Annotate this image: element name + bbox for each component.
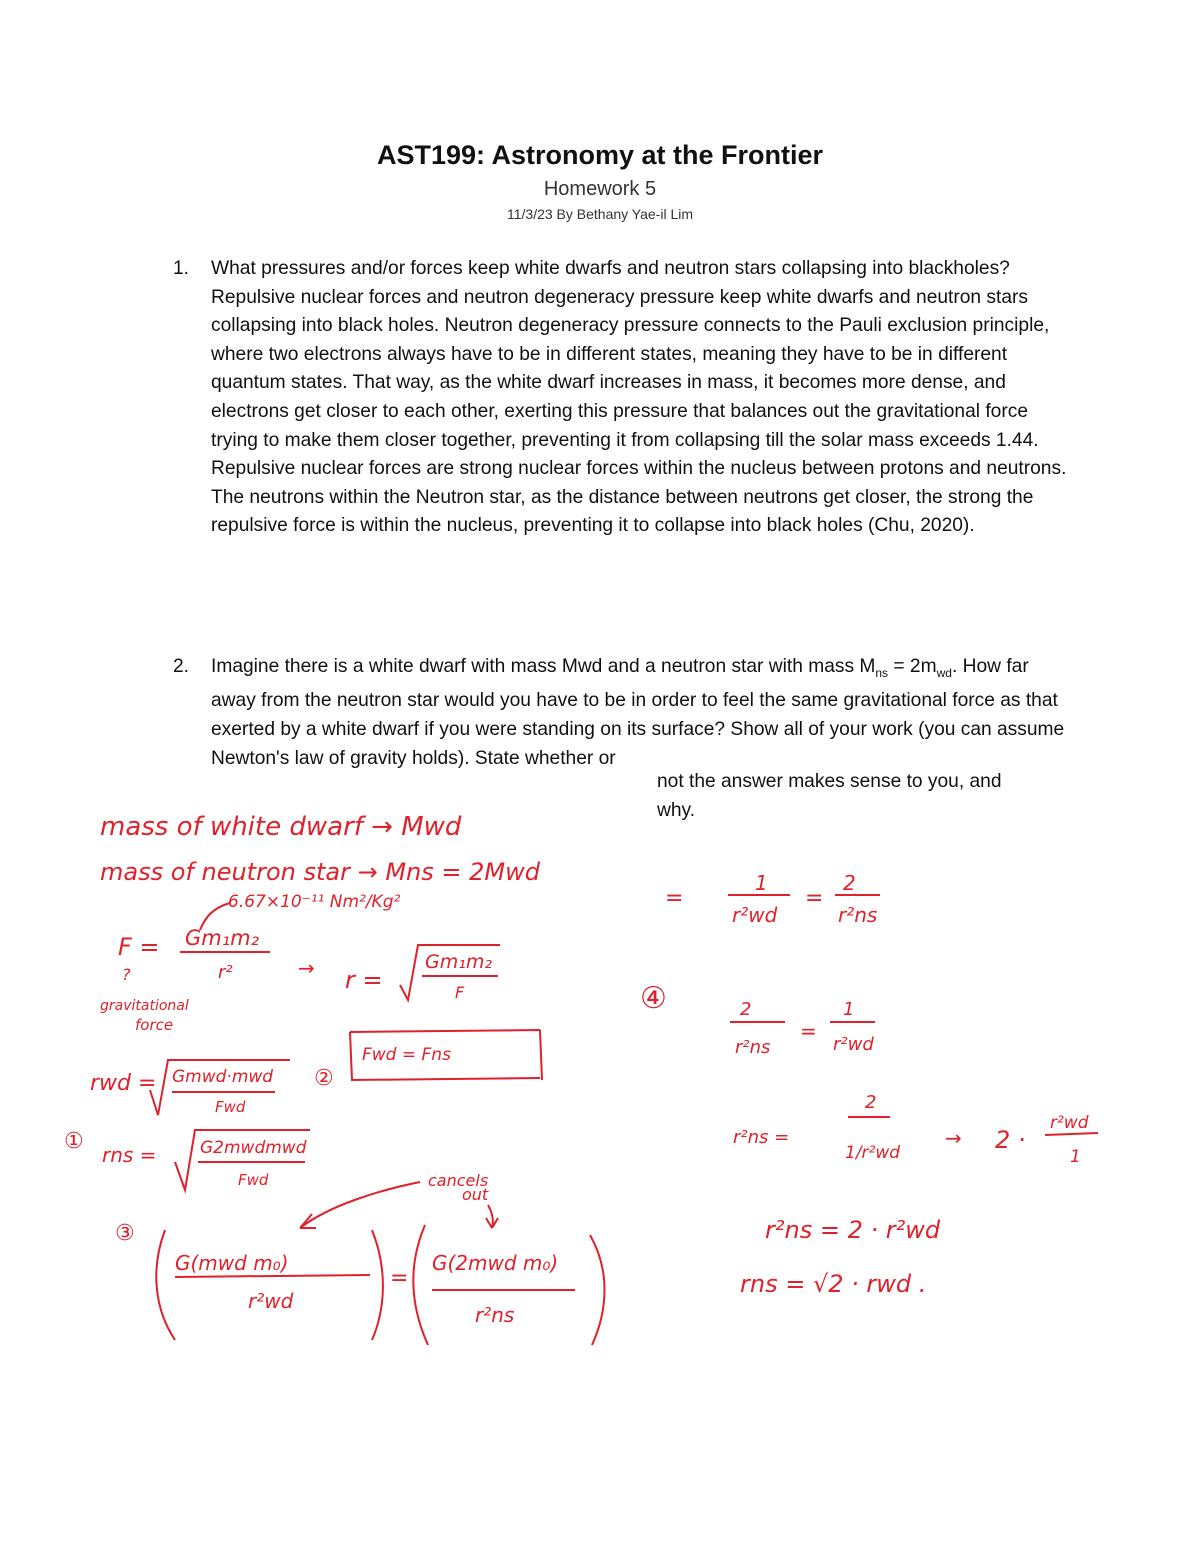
hw-text: force	[135, 1016, 174, 1034]
prompt-part: = 2m	[888, 656, 937, 677]
hw-constant: 6.67×10⁻¹¹ Nm²/Kg²	[228, 892, 401, 912]
hw-line: mass of white dwarf → Mwd	[100, 812, 462, 842]
hw-text: r²ns	[735, 1037, 771, 1058]
hw-text: 1	[755, 871, 768, 895]
question-answer: Repulsive nuclear forces and neutron degeneracy pressure keep white dwarfs and neutron stars collapsing into black holes. Neutron degeneracy pressure connects to the Pauli exclusion principle, where two electrons always have to be in different states, meaning they have to be in different quantum states. That way, as the white dwarf increases in mass, it becomes more dense, and electrons get closer to each other, exerting this pressure that balances out the gravitational force trying to make them closer together, preventing it from collapsing till the solar mass exceeds 1.44. Repulsive nuclear forces are strong nuclear forces within the nucleus between protons and neutrons. The neutrons within the Neutron star, as the distance between neutrons get closer, the strong the repulsive force is within the nucleus, preventing it to collapse into black holes (Chu, 2020).	[211, 286, 1067, 537]
subscript: ns	[875, 665, 889, 680]
hw-text: rns =	[102, 1143, 157, 1167]
hw-text: Gm₁m₂	[425, 951, 492, 973]
hw-text: =	[665, 886, 684, 911]
hw-text: Gmwd·mwd	[172, 1067, 274, 1087]
hw-text: Gm₁m₂	[185, 926, 260, 950]
hw-text: r²wd	[732, 903, 778, 927]
subscript: wd	[936, 665, 952, 680]
hw-step-marker: ①	[64, 1129, 84, 1154]
prompt-tail: why.	[657, 799, 696, 821]
hw-text: rwd =	[90, 1071, 157, 1096]
hw-text: 1/r²wd	[845, 1143, 901, 1163]
hw-step-marker: ④	[640, 981, 667, 1016]
hw-note: out	[462, 1185, 489, 1204]
author-byline: 11/3/23 By Bethany Yae-il Lim	[507, 206, 693, 222]
hw-text: r²wd	[833, 1034, 874, 1055]
hw-arrow: →	[945, 1126, 962, 1150]
hw-step-marker: ②	[314, 1066, 334, 1091]
hw-text: Fwd	[215, 1098, 246, 1116]
hw-text: =	[805, 886, 824, 911]
question-prompt: What pressures and/or forces keep white dwarfs and neutron stars collapsing into blackholes?	[211, 258, 1010, 279]
question-number: 1.	[173, 258, 190, 279]
hw-text: Fwd	[238, 1171, 269, 1189]
hw-text: 2	[740, 999, 752, 1020]
prompt-part: Imagine there is a white dwarf with mass Mwd and a neutron star with mass M	[211, 656, 876, 677]
hw-text: ?	[122, 965, 131, 984]
hw-text: =	[390, 1266, 409, 1291]
hw-text: G(mwd m₀)	[175, 1251, 289, 1275]
hw-text: r =	[345, 966, 383, 994]
page-title: AST199: Astronomy at the Frontier	[376, 140, 824, 170]
hw-text: 2	[865, 1092, 877, 1113]
page-subtitle: Homework 5	[543, 178, 657, 200]
hw-text: F	[455, 983, 465, 1002]
hw-text: r²wd	[1050, 1113, 1089, 1133]
hw-text: =	[800, 1019, 817, 1043]
hw-text: gravitational	[100, 998, 189, 1014]
hw-text: 2 ·	[995, 1126, 1026, 1154]
question-number: 2.	[173, 656, 190, 677]
hw-text: r²ns = 2 · r²wd	[765, 1216, 941, 1244]
hw-text: Fwd = Fns	[362, 1045, 451, 1065]
prompt-tail: not the answer makes sense to you, and	[657, 771, 1002, 792]
hw-text: r²	[218, 962, 233, 983]
hw-text: 1	[1070, 1147, 1081, 1167]
hw-text: r²ns =	[733, 1127, 790, 1148]
hw-text: G(2mwd m₀)	[432, 1251, 559, 1275]
hw-text: r²wd	[248, 1289, 294, 1313]
hw-text: G2mwdmwd	[200, 1138, 307, 1158]
hw-step-marker: ③	[115, 1221, 135, 1246]
prompt-part: . How far away from the neutron star would you have to be in order to feel the same gravitational force as that exerted by a white dwarf if you were standing on its surface? Show all of your work (you can assume Newton's law of gravity holds). State whether or	[211, 656, 1065, 769]
hw-text: 1	[843, 999, 855, 1020]
hw-text: F =	[118, 933, 160, 961]
hw-text: r²ns	[838, 903, 878, 927]
hw-text: rns = √2 · rwd .	[740, 1270, 927, 1298]
hw-arrow: →	[298, 956, 315, 980]
hw-text: 2	[843, 871, 856, 895]
hw-note: cancels	[428, 1171, 489, 1190]
hw-text: r²ns	[475, 1303, 515, 1327]
hw-line: mass of neutron star → Mns = 2Mwd	[100, 858, 540, 886]
